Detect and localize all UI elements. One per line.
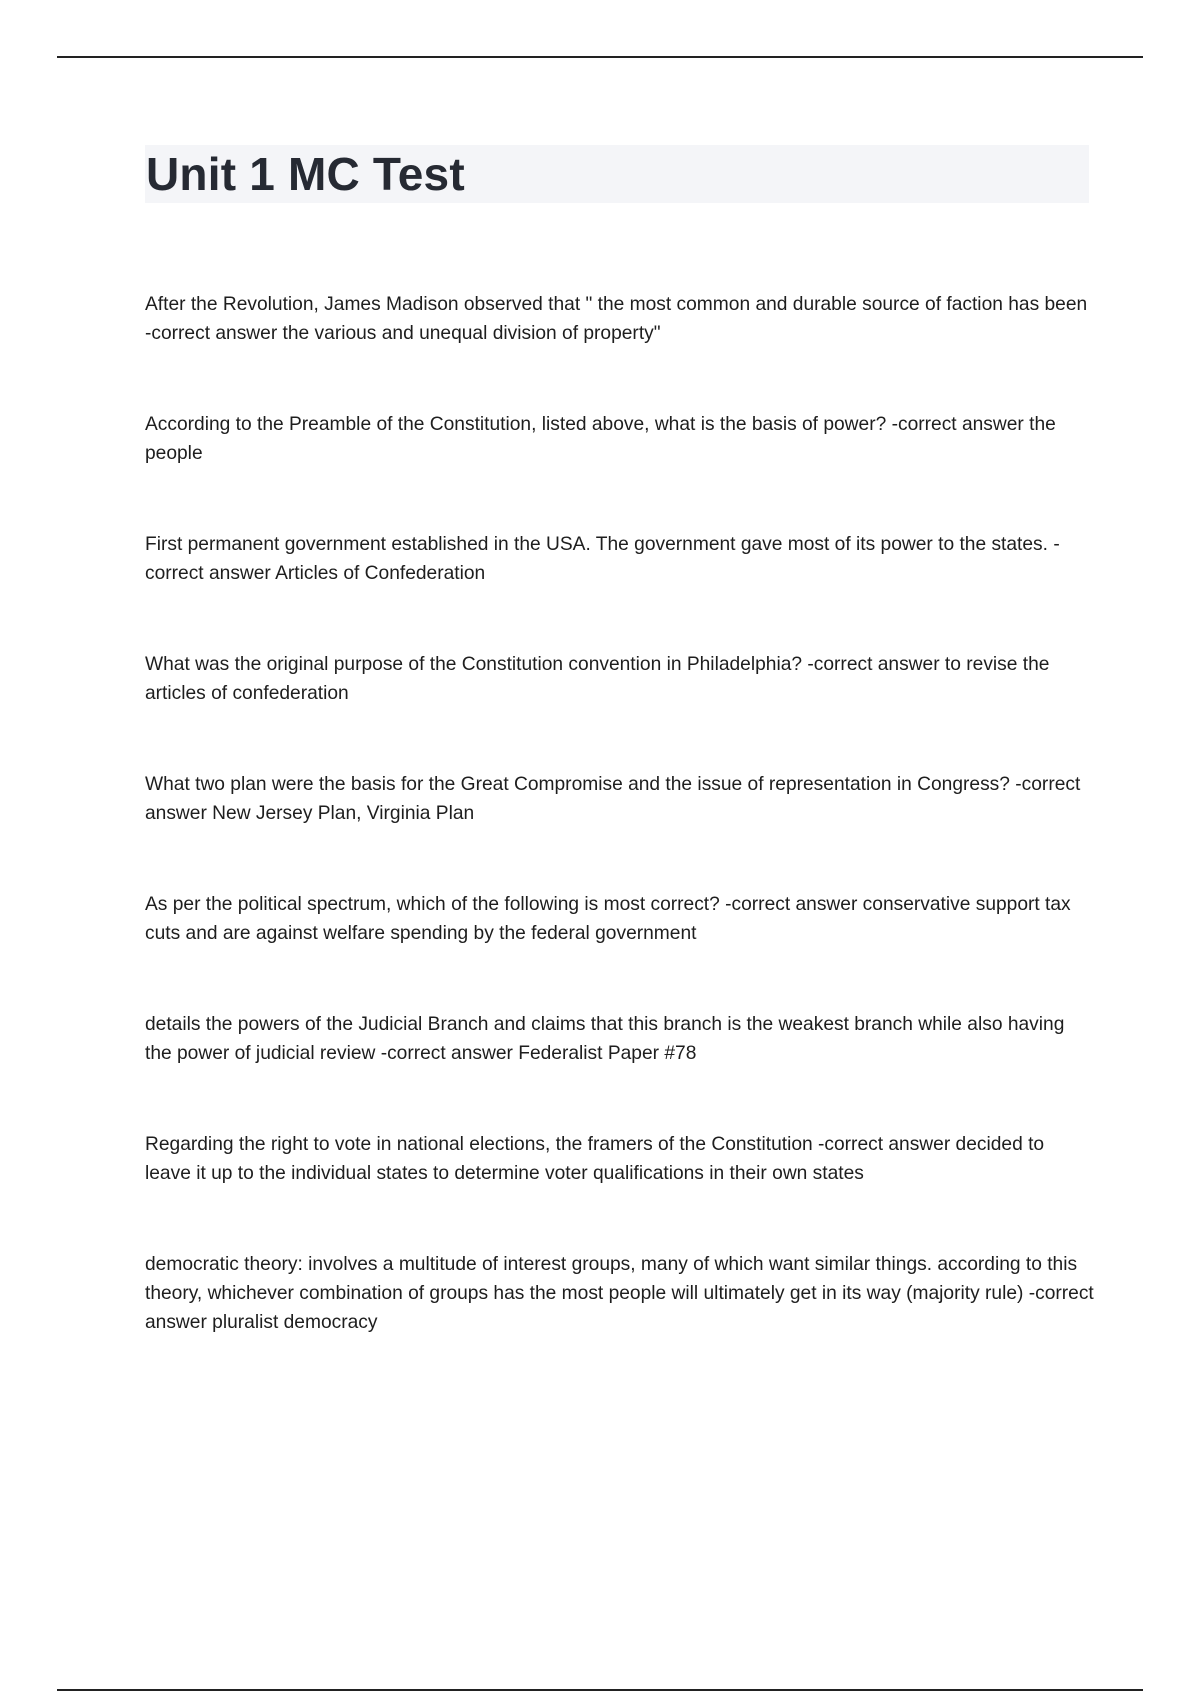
qa-entry-4: What was the original purpose of the Constitution convention in Philadelphia? -correct answer to revise the articles of confederation <box>145 654 1050 704</box>
qa-list <box>145 290 1095 1399</box>
page-title: Unit 1 MC Test <box>146 148 465 200</box>
qa-entry-7: details the powers of the Judicial Branch and claims that this branch is the weakest branch while also having the power of judicial review -correct answer Federalist Paper #78 <box>145 1014 1065 1064</box>
qa-entry-2: According to the Preamble of the Constitution, listed above, what is the basis of power? -correct answer the people <box>145 414 1056 464</box>
top-rule <box>57 56 1143 58</box>
qa-entry-5: What two plan were the basis for the Great Compromise and the issue of representation in Congress? -correct answer New Jersey Plan, Virginia Plan <box>145 774 1081 824</box>
qa-entry-3: First permanent government established in the USA. The government gave most of its power to the states. -correct answer Articles of Confederation <box>145 534 1060 584</box>
qa-entry-6: As per the political spectrum, which of the following is most correct? -correct answer conservative support tax cuts and are against welfare spending by the federal government <box>145 894 1071 944</box>
bottom-rule <box>57 1689 1143 1691</box>
qa-entry-9: democratic theory: involves a multitude of interest groups, many of which want similar things. according to this theory, whichever combination of groups has the most people will ultimately get in its way (majority rule) -correct answer pluralist democracy <box>145 1254 1094 1333</box>
qa-entry-1: After the Revolution, James Madison observed that " the most common and durable source of faction has been -correct answer the various and unequal division of property" <box>145 294 1088 344</box>
qa-entry-8: Regarding the right to vote in national elections, the framers of the Constitution -correct answer decided to leave it up to the individual states to determine voter qualifications in their own states <box>145 1134 1045 1184</box>
